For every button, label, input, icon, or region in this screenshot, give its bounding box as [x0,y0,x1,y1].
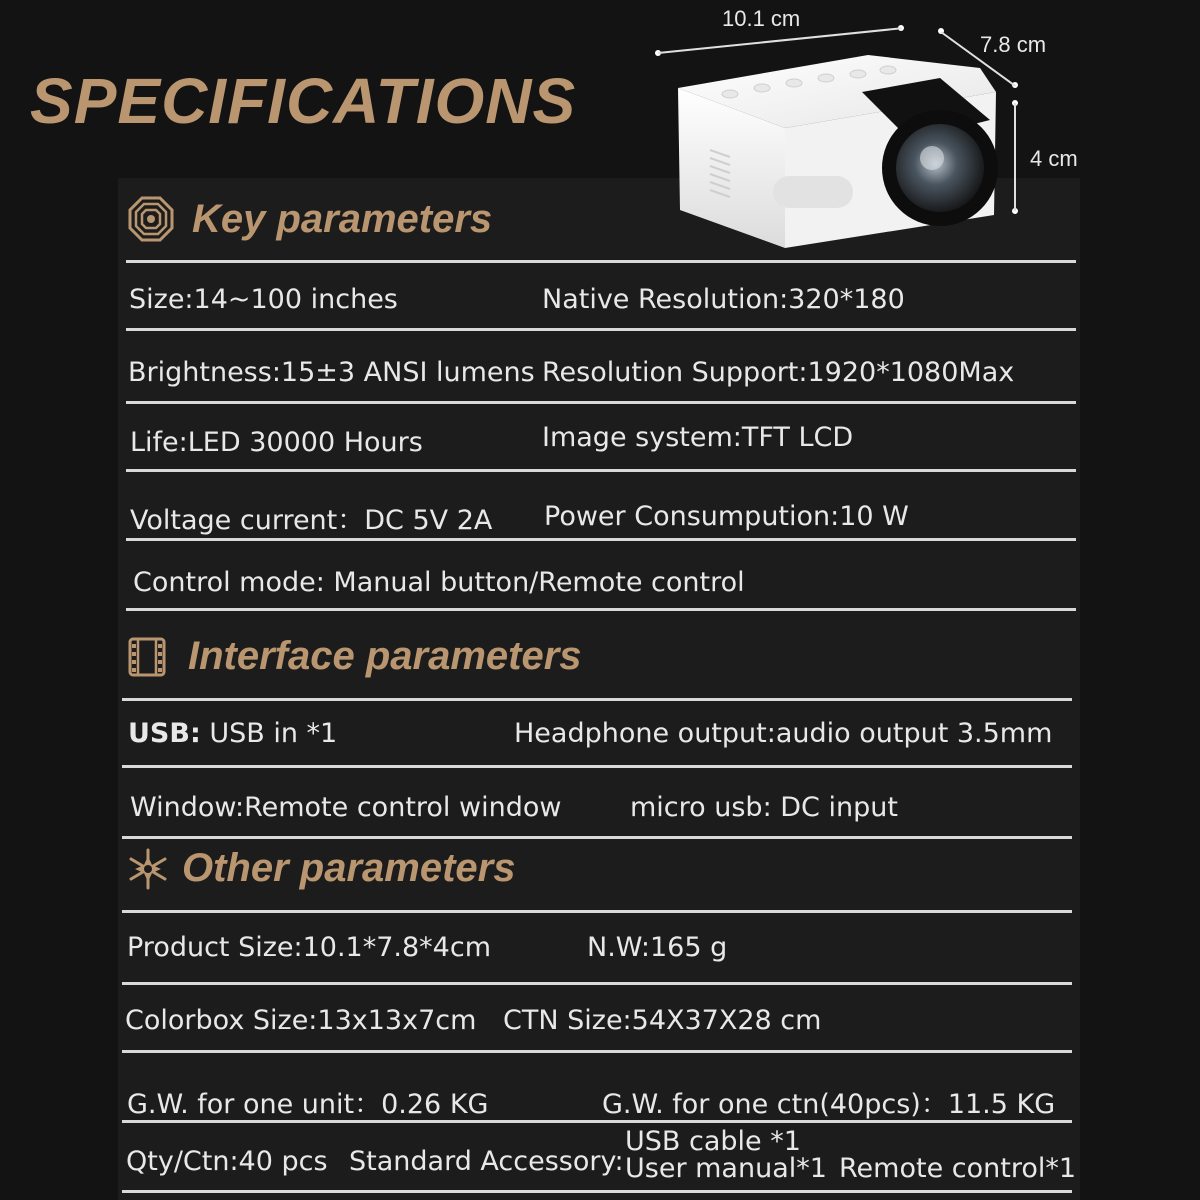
divider [126,260,1076,263]
life-value: Life:LED 30000 Hours [130,427,423,458]
colorbox-size-value: Colorbox Size:13x13x7cm [125,1005,477,1036]
section-interface-title: Interface parameters [188,634,582,678]
gw-unit-value: G.W. for one unit：0.26 KG [127,1089,489,1120]
net-weight-value: N.W:165 g [587,932,728,963]
ctn-size-value: CTN Size:54X37X28 cm [503,1005,822,1036]
product-size-value: Product Size:10.1*7.8*4cm [127,932,491,963]
voltage-value: Voltage current：DC 5V 2A [130,505,493,536]
power-value: Power Consumpution:10 W [544,501,909,532]
divider [122,1120,1072,1123]
divider [122,1050,1072,1053]
section-other-title: Other parameters [182,846,516,890]
height-line [1014,103,1016,211]
divider [126,608,1076,611]
divider [122,910,1072,913]
accessory-remote: Remote control*1 [839,1153,1077,1184]
section-key-title: Key parameters [192,196,493,241]
section-other [128,846,515,891]
spec-panel [118,178,1080,1200]
headphone-value: Headphone output:audio output 3.5mm [514,718,1053,749]
gw-ctn-value: G.W. for one ctn(40pcs)：11.5 KG [602,1089,1056,1120]
divider [122,698,1072,701]
divider [122,982,1072,985]
divider [126,469,1076,472]
divider [126,401,1076,404]
page-title: SPECIFICATIONS [30,65,577,137]
section-key [128,196,492,242]
accessory-usb-cable: USB cable *1 [625,1126,801,1157]
speaker-icon [128,196,174,242]
section-interface [128,634,582,679]
image-system-value: Image system:TFT LCD [542,422,854,453]
divider [122,1190,1072,1193]
accessory-label: Standard Accessory: [349,1146,624,1177]
size-value: Size:14~100 inches [129,284,398,315]
height-label: 4 cm [1030,146,1078,171]
divider [126,538,1076,541]
accessory-user-manual: User manual*1 [625,1153,827,1184]
qty-value: Qty/Ctn:40 pcs [126,1146,328,1177]
divider [126,328,1076,331]
usb-label: USB: [128,718,201,749]
resolution-support-value: Resolution Support:1920*1080Max [542,357,1015,388]
usb-row [128,718,337,749]
divider [122,836,1072,839]
divider [122,765,1072,768]
width-label: 10.1 cm [722,6,801,31]
star-icon [128,848,168,890]
usb-value: USB in *1 [200,718,338,749]
micro-usb-value: micro usb: DC input [630,792,898,823]
brightness-value: Brightness:15±3 ANSI lumens [128,357,535,388]
window-value: Window:Remote control window [130,792,562,823]
control-mode-value: Control mode: Manual button/Remote control [133,567,745,598]
film-icon [128,637,166,677]
native-resolution-value: Native Resolution:320*180 [542,284,905,315]
depth-label: 7.8 cm [980,32,1047,57]
